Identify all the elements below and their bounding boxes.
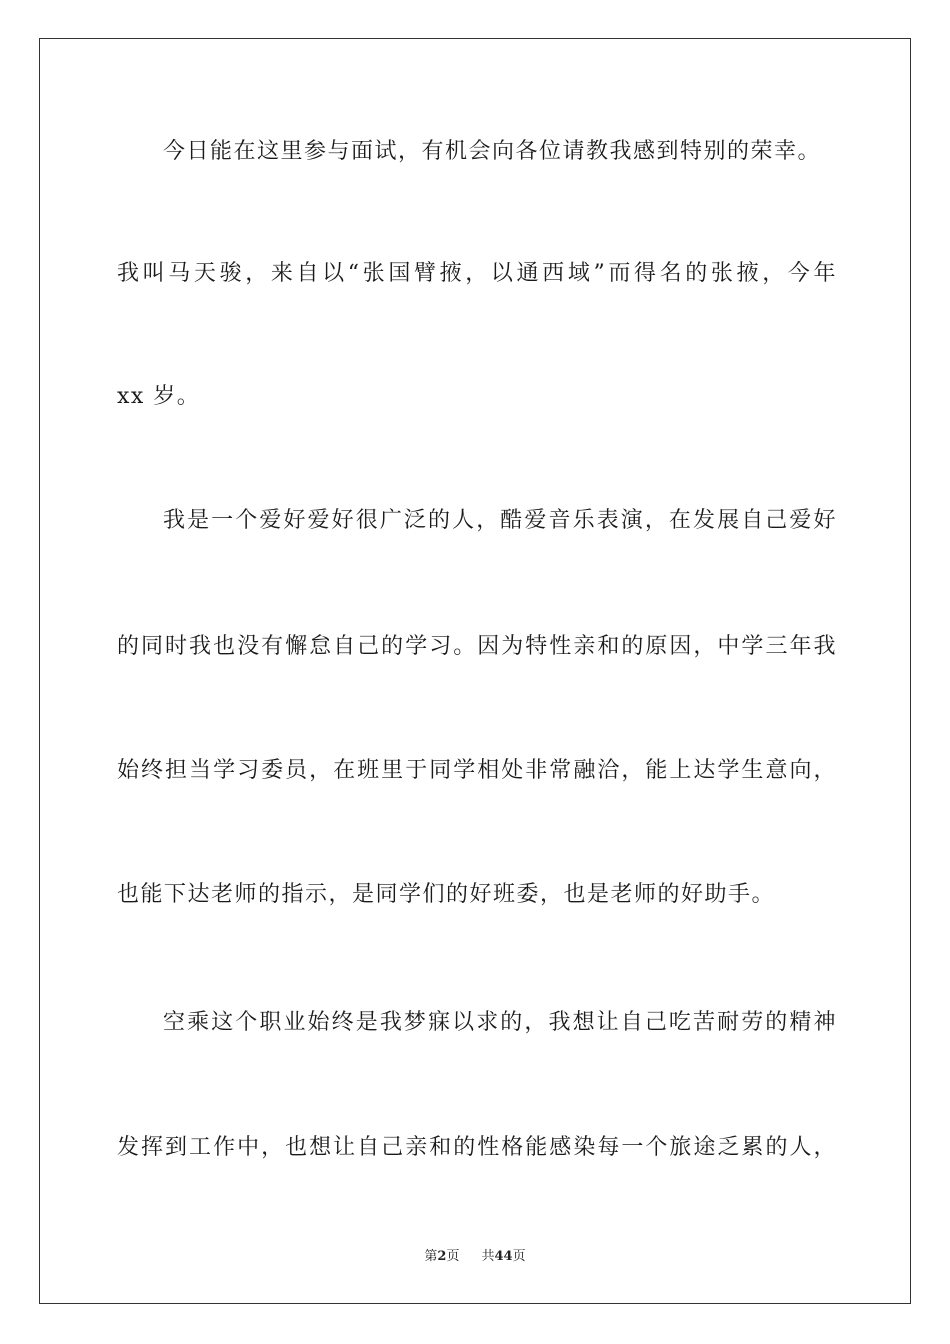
paragraph-3-line-1: 我是一个爱好爱好很广泛的人，酷爱音乐表演，在发展自己爱好 [163,508,837,533]
paragraph-2-line-1: 我叫马天骏，来自以“张国臂掖，以通西域”而得名的张掖，今年 [117,261,837,286]
total-pages: 44 [494,1249,513,1264]
paragraph-3-line-4: 也能下达老师的指示，是同学们的好班委，也是老师的好助手。 [117,882,776,907]
total-prefix: 共 [481,1249,495,1264]
page-number: 2 [437,1249,447,1264]
page-footer [0,1248,950,1266]
page-frame [39,38,911,1304]
page-prefix: 第 [424,1249,438,1264]
paragraph-1-line-1: 今日能在这里参与面试，有机会向各位请教我感到特别的荣幸。 [163,139,822,164]
page-suffix: 页 [446,1249,460,1264]
paragraph-4-line-1: 空乘这个职业始终是我梦寐以求的，我想让自己吃苦耐劳的精神 [163,1010,837,1035]
paragraph-2-line-2: xx 岁。 [117,384,201,409]
paragraph-3-line-3: 始终担当学习委员，在班里于同学相处非常融洽，能上达学生意向， [117,758,837,783]
paragraph-3-line-2: 的同时我也没有懈怠自己的学习。因为特性亲和的原因，中学三年我 [117,634,837,659]
total-suffix: 页 [512,1249,526,1264]
paragraph-4-line-2: 发挥到工作中，也想让自己亲和的性格能感染每一个旅途乏累的人， [117,1135,837,1160]
